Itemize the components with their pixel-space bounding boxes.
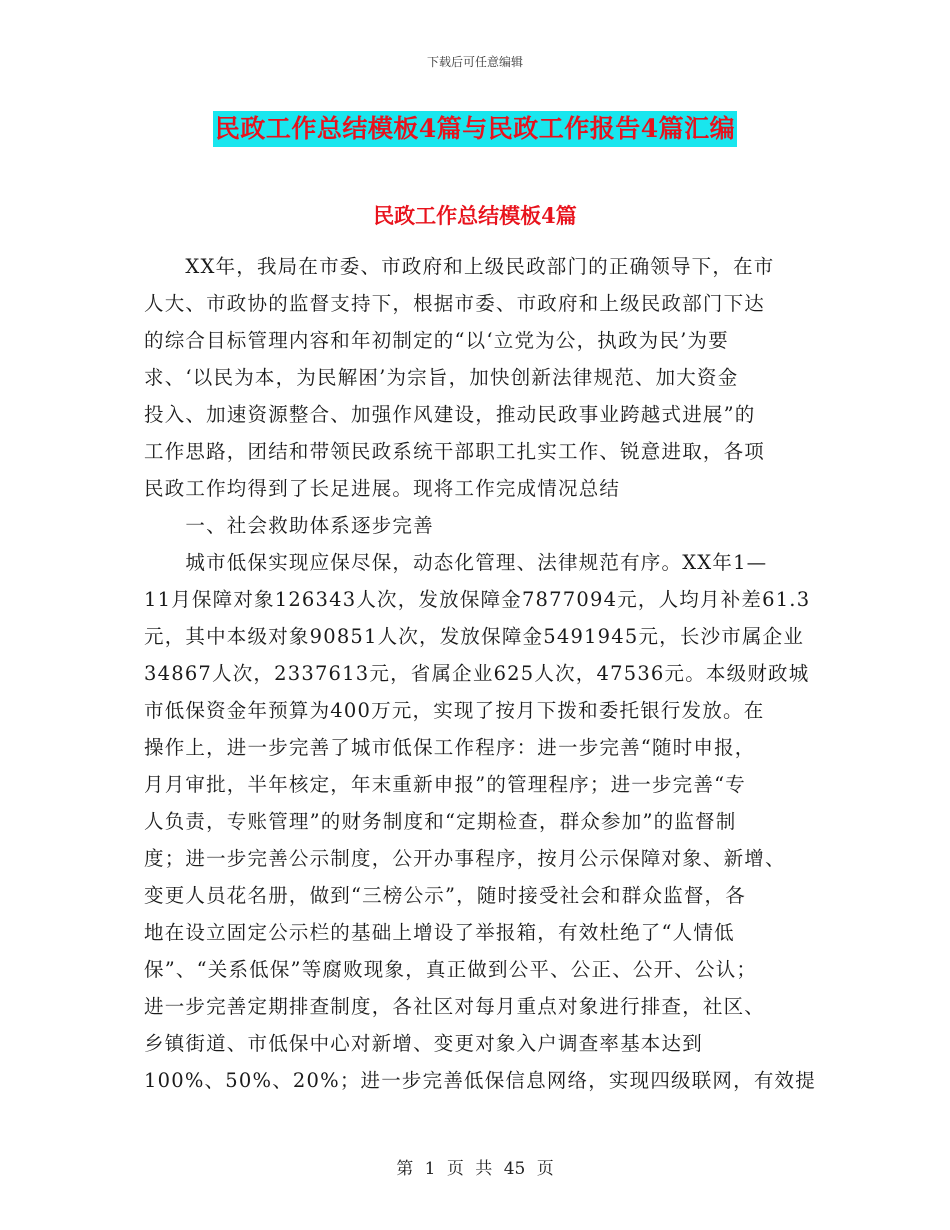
body-line: 求、‘以民为本，为民解困’为宗旨，加快创新法律规范、加大资金 (144, 366, 739, 389)
body-line: 操作上，进一步完善了城市低保工作程序：进一步完善“随时申报， (144, 736, 756, 759)
body-line: 人负责，专账管理”的财务制度和“定期检查，群众参加”的监督制 (144, 810, 737, 833)
body-line: 城市低保实现应保尽保，动态化管理、法律规范有序。XX年1— (144, 551, 768, 574)
body-line: 保”、“关系低保”等腐败现象，真正做到公平、公正、公开、公认； (144, 958, 758, 981)
body-line: 人大、市政协的监督支持下，根据市委、市政府和上级民政部门下达 (144, 292, 766, 315)
body-line: 月月审批，半年核定，年末重新申报”的管理程序；进一步完善“专 (144, 773, 746, 796)
body-line: 的综合目标管理内容和年初制定的“以‘立党为公，执政为民’为要 (144, 329, 729, 352)
body-line: 投入、加速资源整合、加强作风建设，推动民政事业跨越式进展”的 (144, 403, 756, 426)
body-line: 进一步完善定期排查制度，各社区对每月重点对象进行排查，社区、 (144, 995, 766, 1018)
header-note: 下载后可任意编辑 (426, 55, 523, 69)
body-line: 100%、50%、20%；进一步完善低保信息网络，实现四级联网，有效提 (144, 1069, 816, 1092)
body-line: 民政工作均得到了长足进展。现将工作完成情况总结 (144, 477, 621, 500)
body-line: 变更人员花名册，做到“三榜公示”，随时接受社会和群众监督，各 (144, 884, 746, 907)
body-line: 一、社会救助体系逐步完善 (144, 514, 434, 537)
body-line: 乡镇街道、市低保中心对新增、变更对象入户调查率基本达到 (144, 1032, 703, 1055)
body-line: 度；进一步完善公示制度，公开办事程序，按月公示保障对象、新增、 (144, 847, 786, 870)
body-line: 地在设立固定公示栏的基础上增设了举报箱，有效杜绝了“人情低 (144, 921, 735, 944)
main-title-container (0, 111, 950, 147)
body-text (144, 248, 816, 1099)
body-line: 市低保资金年预算为400万元，实现了按月下拨和委托银行发放。在 (144, 699, 765, 722)
body-line: 工作思路，团结和带领民政系统干部职工扎实工作、锐意进取，各项 (144, 440, 766, 463)
body-line: XX年，我局在市委、市政府和上级民政部门的正确领导下，在市 (144, 255, 775, 278)
page-number-footer: 第 1 页 共 45 页 (396, 1159, 554, 1179)
body-line: 34867人次，2337613元，省属企业625人次，47536元。本级财政城 (144, 662, 810, 685)
document-title: 民政工作总结模板4篇与民政工作报告4篇汇编 (213, 111, 737, 147)
section-title: 民政工作总结模板4篇 (373, 203, 577, 228)
body-line: 元，其中本级对象90851人次，发放保障金5491945元，长沙市属企业 (144, 625, 805, 648)
body-line: 11月保障对象126343人次，发放保障金7877094元，人均月补差61.3 (144, 588, 811, 611)
